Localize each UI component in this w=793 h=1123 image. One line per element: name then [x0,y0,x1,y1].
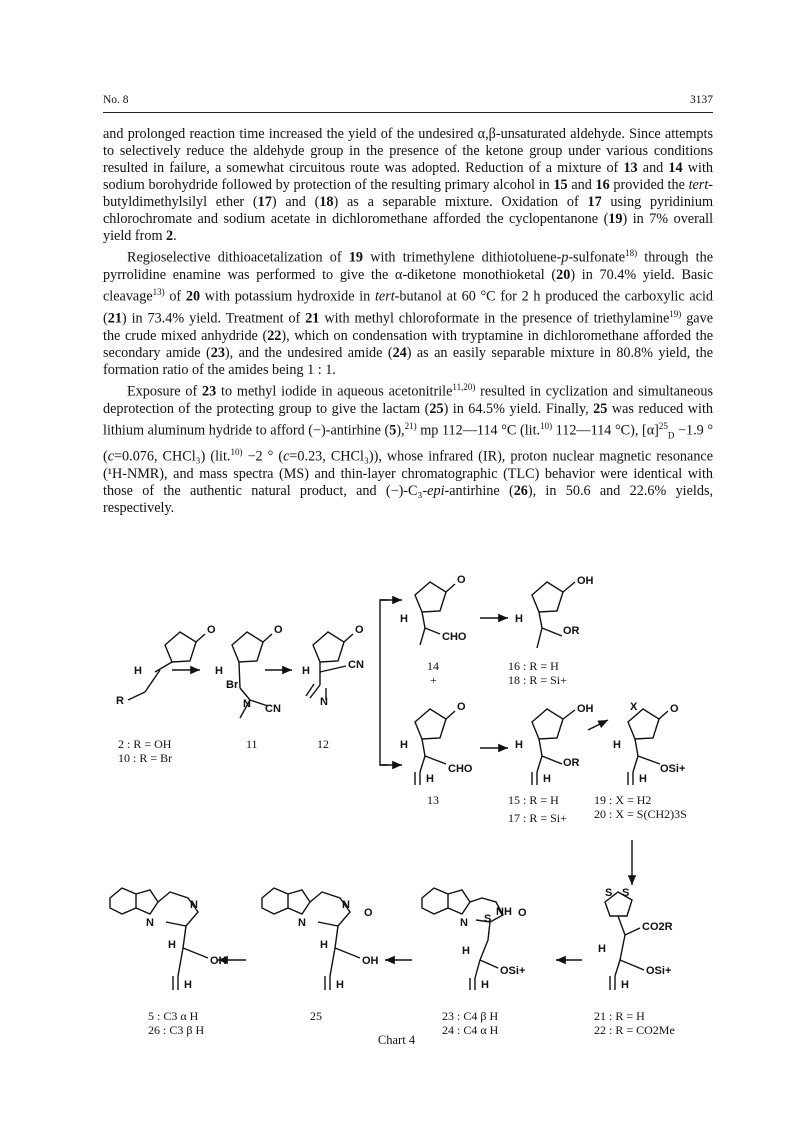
atom-osi: OSi+ [646,965,672,977]
atom-h: H [134,665,142,677]
text-run: ), in 50.6 and 22.6% yields, respectively. [103,483,714,517]
atom-h: H [400,739,408,751]
text-run: 17 [257,194,272,211]
atom-s: S [622,887,630,899]
atom-o: O [457,701,466,713]
text-run: with potassium hydroxide in [200,288,375,305]
text-run: gave the crude mixed anhydride ( [103,310,713,344]
text-run: ) in 7% overall yield from [103,211,714,245]
atom-n: N [146,917,154,929]
text-run: ) in 73.4% yield. Treatment of [121,310,306,327]
text-run: 23 [202,383,217,400]
text-run: 13 [623,160,638,177]
atom-oh: OH [577,703,594,715]
structure-14 [400,574,467,645]
structure-5 [110,888,227,991]
label-compound-14-plus: + [430,673,437,687]
text-run: and [637,160,669,177]
atom-co2r: CO2R [642,921,673,933]
atom-h: H [462,945,470,957]
text-run: ) as a separable mixture. Oxidation of [333,194,588,211]
text-run: =0.076, CHCl₃) (lit. [114,449,231,466]
text-run: 10) [230,447,243,458]
text-run: 10) [540,420,553,431]
atom-n: N [190,899,198,911]
structure-16 [515,575,594,648]
text-run: Regioselective dithioacetalization of [127,250,349,267]
atom-o: O [364,907,373,919]
text-run: tert [688,177,709,194]
label-compound-11: 11 [246,737,258,751]
atom-oh: OH [577,575,594,587]
text-run: 25 [658,420,668,431]
label-compound-13: 13 [427,793,439,807]
text-run: c [283,449,290,466]
label-compound-15: 15 : R = H [508,793,559,807]
header-rule [103,112,713,113]
paragraph-2 [103,245,713,379]
atom-nh: NH [496,906,512,918]
atom-h: H [543,773,551,785]
text-run: ), and the undesired amide ( [224,344,393,361]
text-run: 14 [668,160,683,177]
label-compound-12: 12 [317,737,329,751]
text-run: -sulfonate [568,250,626,267]
text-run: 16 [595,177,610,194]
atom-n: N [243,698,251,710]
label-compound-17: 17 : R = Si+ [508,811,567,825]
text-run: ) in 70.4% yield. Basic cleavage [103,267,714,305]
structure-11 [215,624,283,718]
label-compound-26: 26 : C3 β H [148,1023,205,1037]
text-run: 20 [185,288,201,305]
text-run: epi [427,483,445,500]
split-bracket [380,600,388,765]
text-run: tert [374,288,395,305]
text-run: 21 [107,310,122,327]
atom-cho: CHO [442,631,467,643]
label-compound-24: 24 : C4 α H [442,1023,499,1037]
atom-h: H [184,979,192,991]
atom-oh: OH [362,955,379,967]
structure-23 [422,888,527,991]
atom-o: O [355,624,364,636]
label-compound-16: 16 : R = H [508,659,559,673]
structure-13 [400,701,473,785]
text-run: 23 [210,344,225,361]
atom-r: R [116,695,124,707]
text-run: 19 [608,211,623,228]
label-compound-22: 22 : R = CO2Me [594,1023,675,1037]
text-run: of [164,288,186,305]
atom-o: O [670,703,679,715]
chart-4-scheme [0,560,793,1080]
label-compound-10: 10 : R = Br [118,751,173,765]
atom-n: N [320,696,328,708]
text-run: 25 [429,400,444,417]
text-run: 112—114 °C), [α] [552,422,659,439]
text-run: with sodium borohydride followed by protection of the resulting primary alcohol in [103,160,713,194]
text-run: 19) [669,308,682,319]
structure-25 [262,888,379,991]
atom-cn: CN [265,703,281,715]
label-compound-5: 5 : C3 α H [148,1009,199,1023]
journal-issue-number: No. 8 [103,94,129,106]
text-run: 25 [593,400,608,417]
text-run: with trimethylene dithiotoluene- [363,250,562,267]
text-run: 18 [319,194,334,211]
text-run: ) in 64.5% yield. Finally, [443,400,594,417]
atom-n: N [342,899,350,911]
text-run: −1.9 ° ( [103,422,713,466]
text-run: ) and ( [271,194,320,211]
text-run: 20 [556,267,571,284]
chart-caption: Chart 4 [377,1033,416,1047]
atom-h: H [320,939,328,951]
atom-h: H [481,979,489,991]
text-run: . [173,228,177,245]
atom-or: OR [563,757,580,769]
text-run: ) as an easily separable mixture in 80.8% yield, the formation ratio of the amides being 1 : 1. [103,344,714,378]
atom-h: H [515,613,523,625]
atom-o: O [518,907,527,919]
paragraph-3 [103,379,713,517]
text-run: 21) [404,420,417,431]
text-run: Exposure of [127,383,203,400]
text-run: -butyldimethylsilyl ether ( [103,177,713,211]
atom-or: OR [563,625,580,637]
atom-n: N [298,917,306,929]
atom-br: Br [226,679,239,691]
text-run: 26 [513,483,528,500]
label-compound-20: 20 : X = S(CH2)3S [594,807,687,821]
label-compound-14: 14 [427,659,439,673]
text-run: D [667,430,675,441]
paragraph-1 [103,126,713,245]
atom-o: O [207,624,216,636]
text-run: provided the [609,177,689,194]
atom-n: N [460,917,468,929]
atom-h: H [613,739,621,751]
text-run: 17 [587,194,602,211]
arrow-17-to-19 [588,720,608,730]
text-run: 15 [553,177,568,194]
text-run: to methyl iodide in aqueous acetonitrile [216,383,453,400]
atom-s: S [484,913,492,925]
text-run: was reduced with lithium aluminum hydride to afford (−)-antirhine ( [103,400,713,439]
text-run: resulted in cyclization and simultaneous deprotection of the protecting group to give the lactam ( [103,383,713,417]
atom-osi: OSi+ [660,763,686,775]
text-run: 5 [389,422,397,439]
label-compound-21: 21 : R = H [594,1009,645,1023]
text-run: using pyridinium chlorochromate and sodium acetate in dichloromethane afforded the cyclopentanone ( [103,194,713,228]
structure-2 [116,624,216,707]
label-compound-23: 23 : C4 β H [442,1009,499,1023]
label-compound-18: 18 : R = Si+ [508,673,567,687]
atom-h: H [168,939,176,951]
text-run: through the pyrrolidine enamine was performed to give the α-diketone monothioketal ( [103,250,713,284]
text-run: 19 [348,250,364,267]
atom-h: H [598,943,606,955]
text-run: and [567,177,596,194]
body-text [103,126,713,517]
structure-21 [598,887,673,991]
atom-h: H [426,773,434,785]
text-run: 24 [392,344,407,361]
atom-o: O [274,624,283,636]
text-run: 2 [166,228,174,245]
atom-s: S [605,887,613,899]
text-run: mp 112—114 °C (lit. [416,422,541,439]
text-run: and prolonged reaction time increased the yield of the undesired α,β-unsaturated aldehyde. Since attempts to selectively reduce the aldehyde group in the presence of the ketone group under various conditions resulted in failure, a somewhat circuitous route was adopted. Reduction of a mixture of [103,126,713,177]
atom-x: X [630,701,638,713]
text-run: c [107,449,115,466]
atom-h: H [336,979,344,991]
atom-o: O [457,574,466,586]
text-run: ), which on condensation with tryptamine in dichloromethane afforded the secondary amide ( [103,327,713,361]
text-run: =0.23, CHCl₃)), whose infrared (IR), proton nuclear magnetic resonance (¹H-NMR), and mass spectra (MS) and thin-layer chromatographic (TLC) behavior were identical with those of the authentic natural product, and (−)-C₃- [103,449,714,500]
text-run: 21 [305,310,320,327]
structure-15 [515,703,594,785]
atom-cho: CHO [448,763,473,775]
atom-h: H [302,665,310,677]
text-run: -butanol at 60 °C for 2 h produced the carboxylic acid ( [103,288,713,327]
structure-19 [613,701,685,785]
atom-h: H [639,773,647,785]
label-compound-25: 25 [310,1009,322,1023]
text-run: with methyl chloroformate in the presence of triethylamine [319,310,670,327]
structure-12 [302,624,364,708]
text-run: −2 ° ( [242,449,284,466]
label-compound-2: 2 : R = OH [118,737,172,751]
text-run: 18) [625,248,638,259]
text-run: 11,20) [452,381,476,392]
atom-osi: OSi+ [500,965,526,977]
page-number: 3137 [690,94,713,106]
text-run: 22 [267,327,282,344]
text-run: 13) [152,287,165,298]
atom-h: H [215,665,223,677]
label-compound-19: 19 : X = H2 [594,793,652,807]
atom-oh: OH [210,955,227,967]
text-run: -antirhine ( [444,483,514,500]
atom-h: H [515,739,523,751]
atom-cn: CN [348,659,364,671]
atom-h: H [400,613,408,625]
text-run: ), [396,422,405,439]
atom-h: H [621,979,629,991]
text-run: p [561,250,569,267]
